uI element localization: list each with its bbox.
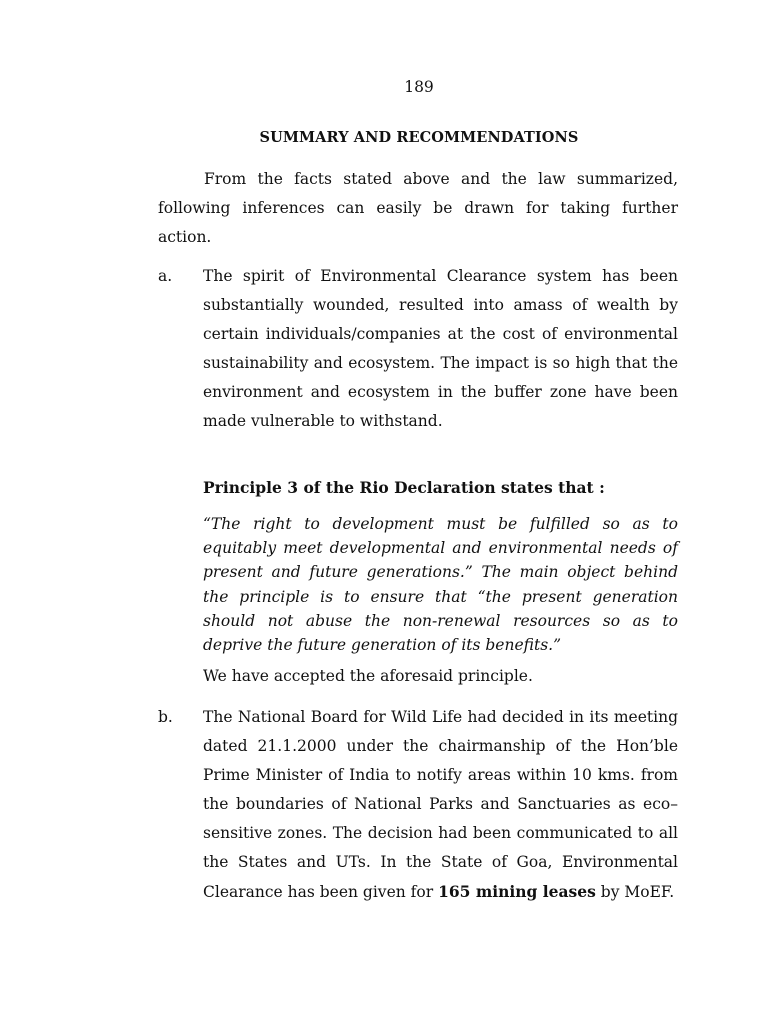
section-heading: SUMMARY AND RECOMMENDATIONS — [259, 129, 579, 146]
list-item-b-text-start: The National Board for Wild Life had decided in its meeting dated 21.1.2000 under the chairmanship of the Hon’ble Prime Minister of India to notify areas within 10 kms. from the boundaries of National Parks and Sanctuaries as eco–sensitive zones. The decision had been communicated to all the States and UTs. In the State of Goa, Environmental Clearance has been given for — [203, 708, 678, 901]
list-item-b-text — [203, 703, 678, 907]
list-item-a — [158, 262, 678, 436]
intro-paragraph: From the facts stated above and the law summarized, following inferences can easily be drawn for taking further action. — [158, 170, 678, 246]
rio-declaration-quote: “The right to development must be fulfilled so as to equitably meet developmental and environmental needs of present and future generations.” The main object behind the principle is to ensure that “the present generation should not abuse the non-renewal resources so as to deprive the future generation of its benefits.” — [203, 515, 678, 655]
list-item-a-text: The spirit of Environmental Clearance system has been substantially wounded, resulted into amass of wealth by certain individuals/companies at the cost of environmental sustainability and ecosystem. The impact is so high that the environment and ecosystem in the buffer zone have been made vulnerable to withstand. — [203, 267, 678, 430]
list-marker-a: a. — [158, 267, 173, 285]
list-item-b — [158, 703, 678, 907]
mining-leases-count: 165 mining leases — [438, 882, 596, 901]
list-item-b-text-end: by MoEF. — [595, 883, 675, 901]
list-marker-b: b. — [158, 708, 173, 726]
page-number: 189 — [404, 78, 434, 96]
principle-heading: Principle 3 of the Rio Declaration states that : — [203, 478, 605, 497]
accepted-statement: We have accepted the aforesaid principle. — [203, 667, 533, 685]
